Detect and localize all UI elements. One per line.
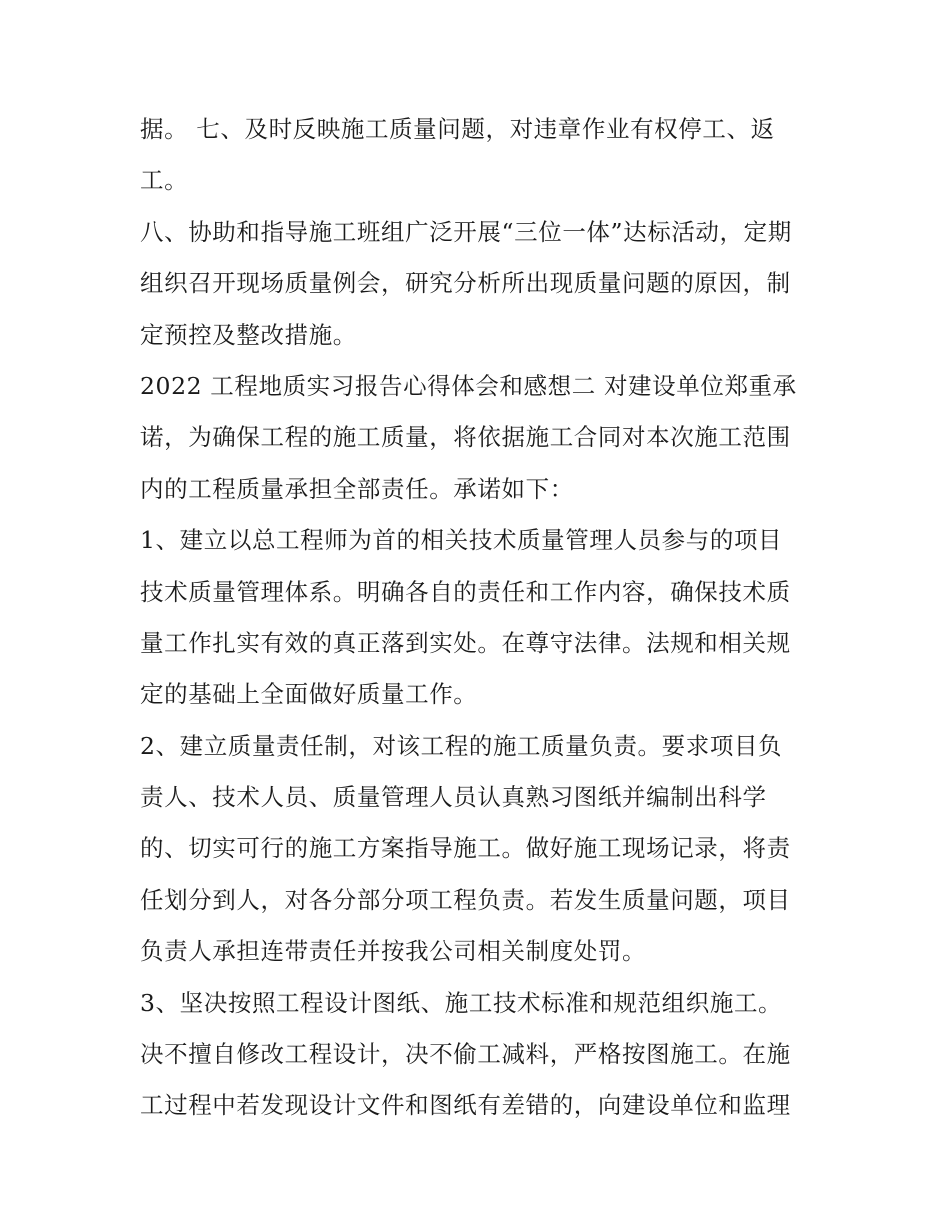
text-line: 的、切实可行的施工方案指导施工。做好施工现场记录，将责 xyxy=(140,834,791,863)
text-line: 据。 七、及时反映施工质量问题，对违章作业有权停工、返 xyxy=(140,115,775,143)
text-line: 工。 xyxy=(140,166,189,195)
text-line: 内的工程质量承担全部责任。承诺如下： xyxy=(140,474,574,503)
text-line: 八、协助和指导施工班组广泛开展“三位一体”达标活动，定期 xyxy=(140,217,792,246)
text-line: 工过程中若发现设计文件和图纸有差错的，向建设单位和监理 xyxy=(140,1091,791,1120)
text-line: 2、建立质量责任制，对该工程的施工质量负责。要求项目负 xyxy=(140,731,783,760)
text-line: 责人、技术人员、质量管理人员认真熟习图纸并编制出科学 xyxy=(140,783,767,812)
text-line: 技术质量管理体系。明确各自的责任和工作内容，确保技术质 xyxy=(140,577,791,606)
text-line: 3、坚决按照工程设计图纸、施工技术标准和规范组织施工。 xyxy=(140,988,783,1017)
text-line: 定预控及整改措施。 xyxy=(140,320,357,349)
text-line: 诺，为确保工程的施工质量，将依据施工合同对本次施工范围 xyxy=(140,423,791,452)
text-line: 2022 工程地质实习报告心得体会和感想二 对建设单位郑重承 xyxy=(140,371,797,400)
text-line: 决不擅自修改工程设计，决不偷工减料，严格按图施工。在施 xyxy=(140,1040,791,1069)
text-line: 量工作扎实有效的真正落到实处。在尊守法律。法规和相关规 xyxy=(140,628,791,657)
text-line: 负责人承担连带责任并按我公司相关制度处罚。 xyxy=(140,937,647,966)
text-line: 定的基础上全面做好质量工作。 xyxy=(140,680,478,709)
text-line: 任划分到人，对各分部分项工程负责。若发生质量问题，项目 xyxy=(140,885,791,914)
text-line: 组织召开现场质量例会，研究分析所出现质量问题的原因，制 xyxy=(140,269,791,298)
document-body xyxy=(140,104,820,1132)
text-line: 1、建立以总工程师为首的相关技术质量管理人员参与的项目 xyxy=(140,526,783,555)
